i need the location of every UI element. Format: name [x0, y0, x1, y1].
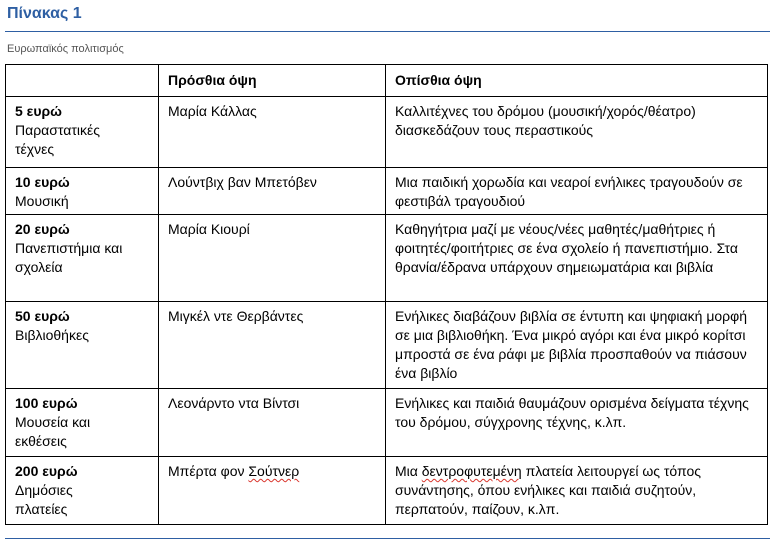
back-text: Μια	[395, 463, 422, 479]
back-cell: Μια παιδική χορωδία και νεαροί ενήλικες τραγουδούν σε φεστιβάλ τραγουδιού	[386, 168, 768, 215]
back-cell: Καθηγήτρια μαζί με νέους/νέες μαθητές/μαθήτριες ή φοιτητές/φοιτήτριες σε ένα σχολείο ή πανεπιστήμιο. Στα θρανία/έδρανα υπάρχουν σημειωματάρια και βιβλία	[386, 215, 768, 302]
denomination: 20 ευρώ	[15, 221, 70, 237]
header-cell-empty	[6, 65, 159, 97]
denomination-cell	[6, 97, 159, 168]
theme: Μουσεία και εκθέσεις	[15, 414, 91, 449]
denomination: 10 ευρώ	[15, 174, 70, 190]
denomination: 50 ευρώ	[15, 308, 70, 324]
table-row	[6, 97, 768, 168]
table-caption: Ευρωπαϊκός πολιτισμός	[7, 43, 124, 55]
header-row	[6, 65, 768, 97]
denomination-cell	[6, 168, 159, 215]
title-rule	[5, 31, 770, 32]
denomination: 200 ευρώ	[15, 463, 78, 479]
spellcheck-marked-word[interactable]: Σούτνερ	[248, 463, 300, 479]
denomination-cell	[6, 457, 159, 525]
denomination: 100 ευρώ	[15, 395, 78, 411]
denomination-cell	[6, 302, 159, 389]
back-cell: Καλλιτέχνες του δρόμου (μουσική/χορός/θέατρο) διασκεδάζουν τους περαστικούς	[386, 97, 768, 168]
back-cell	[386, 457, 768, 525]
front-cell: Μαρία Κάλλας	[159, 97, 386, 168]
table-title: Πίνακας 1	[7, 5, 82, 22]
spellcheck-marked-word[interactable]: δεντροφυτεμένη	[421, 463, 522, 479]
table-row	[6, 389, 768, 457]
denomination-cell	[6, 215, 159, 302]
front-cell: Μαρία Κιουρί	[159, 215, 386, 302]
bottom-rule	[5, 538, 770, 539]
theme: Παραστατικές τέχνες	[15, 122, 100, 157]
table-row	[6, 302, 768, 389]
back-cell: Ενήλικες διαβάζουν βιβλία σε έντυπη και ψηφιακή μορφή σε μια βιβλιοθήκη. Ένα μικρό αγόρι και ένα μικρό κορίτσι μπροστά σε ένα ράφι με βιβλία προσπαθούν να πιάσουν ένα βιβλίο	[386, 302, 768, 389]
theme: Βιβλιοθήκες	[15, 327, 89, 343]
theme: Δημόσιες πλατείες	[15, 482, 73, 517]
theme: Πανεπιστήμια και σχολεία	[15, 240, 123, 275]
front-cell: Λεονάρντο ντα Βίντσι	[159, 389, 386, 457]
table-row	[6, 215, 768, 302]
table-row	[6, 457, 768, 525]
front-text: Μπέρτα φον	[168, 463, 249, 479]
euro-culture-table	[5, 64, 768, 525]
back-text: πλατεία λειτουργεί ως τόπος συνάντησης, όπου ενήλικες και παιδιά συζητούν, περπατούν, παίζουν, κ.λπ.	[395, 463, 701, 517]
table-row	[6, 168, 768, 215]
header-cell-front: Πρόσθια όψη	[159, 65, 386, 97]
back-cell: Ενήλικες και παιδιά θαυμάζουν ορισμένα δείγματα τέχνης του δρόμου, σύγχρονης τέχνης, κ.λπ.	[386, 389, 768, 457]
front-cell: Λούντβιχ βαν Μπετόβεν	[159, 168, 386, 215]
theme: Μουσική	[15, 193, 69, 209]
header-cell-back: Οπίσθια όψη	[386, 65, 768, 97]
front-cell	[159, 457, 386, 525]
denomination-cell	[6, 389, 159, 457]
front-cell: Μιγκέλ ντε Θερβάντες	[159, 302, 386, 389]
denomination: 5 ευρώ	[15, 103, 62, 119]
